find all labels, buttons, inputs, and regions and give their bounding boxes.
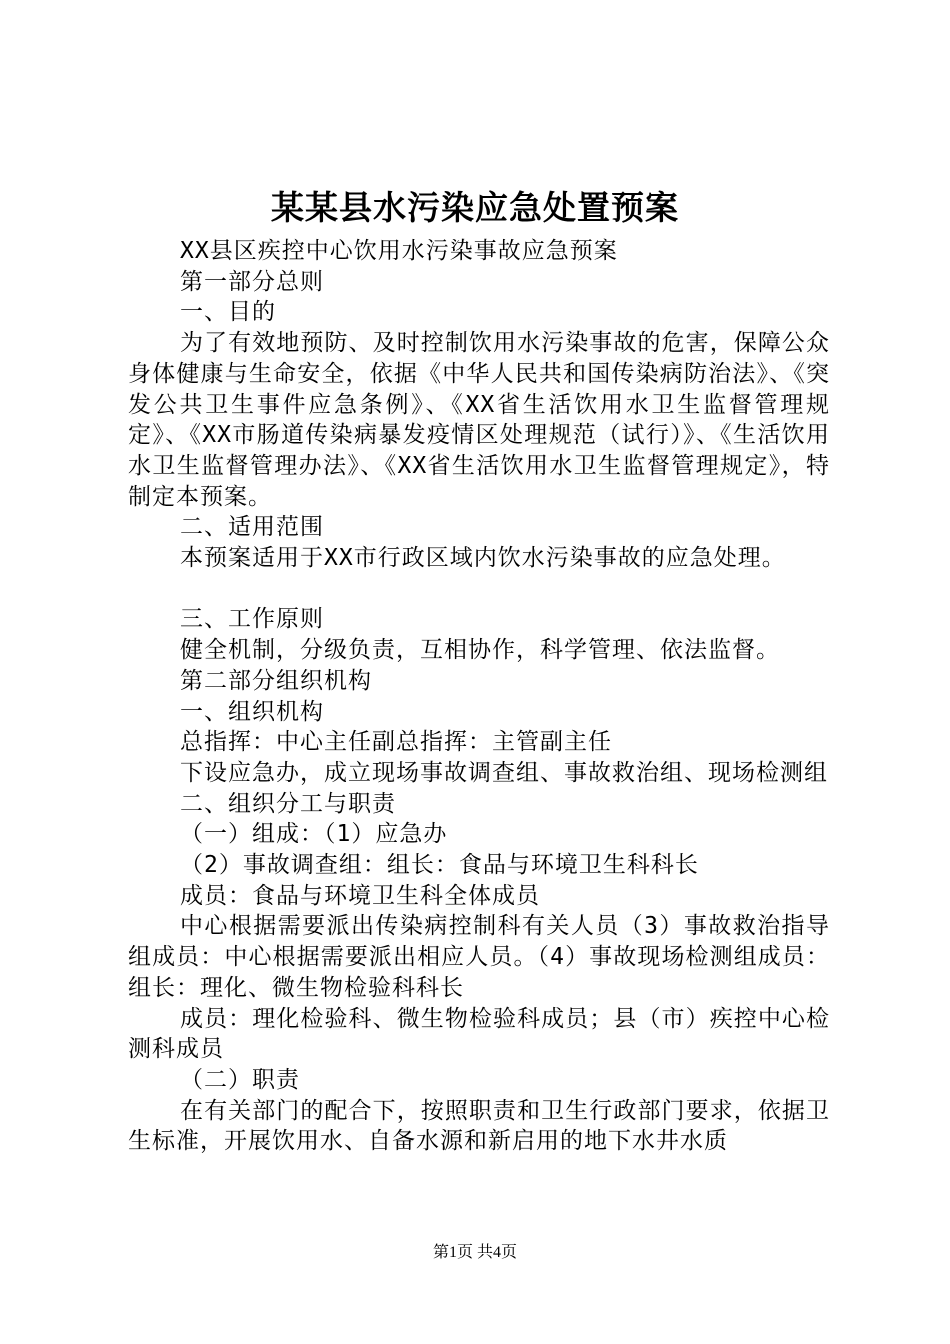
paragraph: 总指挥：中心主任副总指挥：主管副主任 bbox=[180, 729, 612, 756]
paragraph: 下设应急办，成立现场事故调查组、事故救治组、现场检测组 bbox=[180, 759, 828, 786]
paragraph: 成员：食品与环境卫生科全体成员 bbox=[180, 882, 540, 909]
paragraph: 一、目的 bbox=[180, 299, 276, 326]
paragraph: 第二部分组织机构 bbox=[180, 667, 372, 694]
page-footer: 第1页 共4页 bbox=[432, 1244, 517, 1261]
paragraph: 为了有效地预防、及时控制饮用水污染事故的危害，保障公众身体健康与生命安全，依据《中华人民共和国传染病防治法》、《突发公共卫生事件应急条例》、《XX省生活饮用水卫生监督管理规定》、《XX市肠道传染病暴发疫情区处理规范（试行）》、《生活饮用水卫生监督管理办法》、《XX省生活饮用水卫生监督管理规定》，特制定本预案。 bbox=[128, 330, 830, 510]
paragraph: 成员：理化检验科、微生物检验科成员；县（市）疾控中心检测科成员 bbox=[128, 1005, 830, 1063]
paragraph: 二、适用范围 bbox=[180, 514, 324, 541]
paragraph: 第一部分总则 bbox=[180, 268, 324, 295]
paragraph: 健全机制，分级负责，互相协作，科学管理、依法监督。 bbox=[180, 637, 780, 664]
document-body bbox=[128, 236, 830, 1157]
paragraph: （一）组成：（1）应急办 bbox=[180, 821, 448, 848]
blank-line bbox=[128, 574, 830, 605]
paragraph: 在有关部门的配合下，按照职责和卫生行政部门要求，依据卫生标准，开展饮用水、自备水源和新启用的地下水井水质 bbox=[128, 1097, 830, 1155]
paragraph: 三、工作原则 bbox=[180, 606, 324, 633]
document-title: 某某县水污染应急处置预案 bbox=[271, 188, 679, 227]
paragraph: XX县区疾控中心饮用水污染事故应急预案 bbox=[180, 238, 618, 264]
paragraph: 一、组织机构 bbox=[180, 698, 324, 725]
paragraph: 二、组织分工与职责 bbox=[180, 790, 396, 817]
paragraph: 中心根据需要派出传染病控制科有关人员（3）事故救治指导组成员：中心根据需要派出相应人员。（4）事故现场检测组成员：组长：理化、微生物检验科科长 bbox=[128, 913, 830, 1001]
paragraph: （二）职责 bbox=[180, 1066, 300, 1093]
paragraph: （2）事故调查组：组长：食品与环境卫生科科长 bbox=[180, 852, 699, 879]
paragraph: 本预案适用于XX市行政区域内饮水污染事故的应急处理。 bbox=[180, 545, 786, 572]
